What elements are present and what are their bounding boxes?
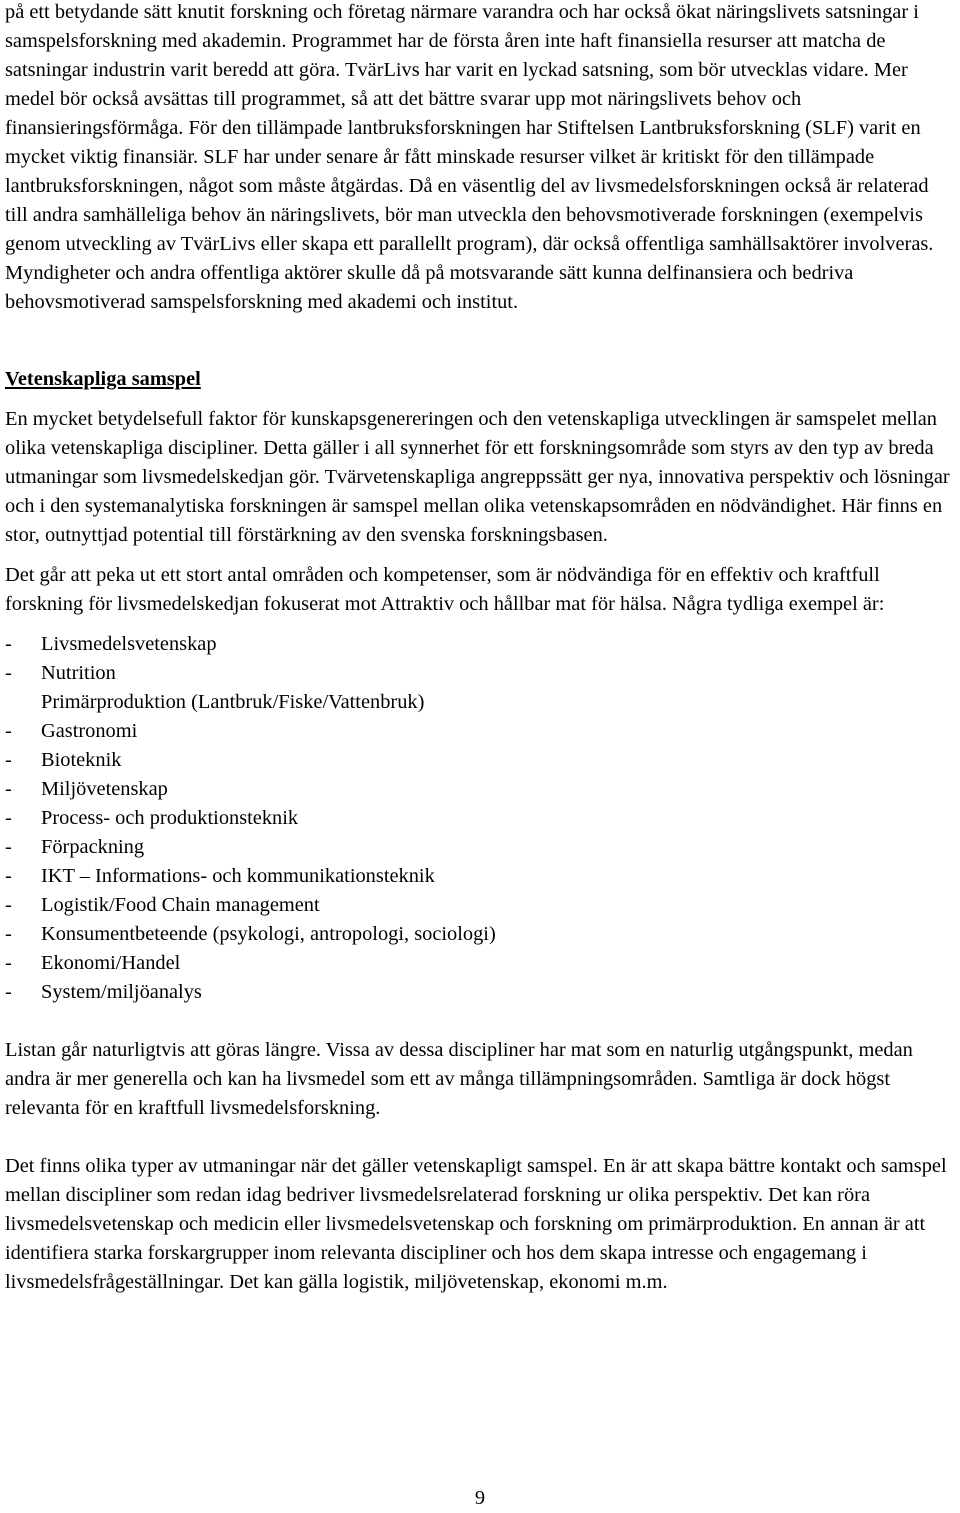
list-item — [5, 862, 955, 891]
spacer — [5, 619, 955, 630]
list-item-text: System/miljöanalys — [41, 981, 202, 1003]
list-item-text: Livsmedelsvetenskap — [41, 633, 217, 655]
discipline-list — [5, 630, 955, 1007]
list-item-text: IKT – Informations- och kommunikationsteknik — [41, 865, 435, 887]
page-number: 9 — [474, 1487, 486, 1509]
spacer — [5, 1123, 955, 1152]
list-item — [5, 949, 955, 978]
body-paragraph-1: En mycket betydelsefull faktor för kunskapsgenereringen och den vetenskapliga utvecklingen är samspelet mellan olika vetenskapliga discipliner. Detta gäller i all synnerhet för ett forskningsområde som styrs av den typ av breda utmaningar som livsmedelskedjan gör. Tvärvetenskapliga angreppssätt ger nya, innovativa perspektiv och lösningar och i den systemanalytiska forskningen är samspel mellan olika vetenskapsområden en nödvändighet. Här finns en stor, outnyttjad potential till förstärkning av den svenska forskningsbasen. — [5, 408, 950, 546]
list-bullet-dash: - — [5, 662, 12, 684]
list-item-text: Process- och produktionsteknik — [41, 807, 299, 829]
list-item — [5, 978, 955, 1007]
list-item-text: Nutrition — [41, 662, 116, 684]
list-item-text: Förpackning — [41, 836, 145, 858]
list-item — [5, 833, 955, 862]
list-item-text: Primärproduktion (Lantbruk/Fiske/Vattenbruk) — [41, 691, 425, 713]
list-bullet-dash: - — [5, 865, 12, 887]
list-item-text: Ekonomi/Handel — [41, 952, 181, 974]
list-bullet-dash: - — [5, 720, 12, 742]
list-item-text: Miljövetenskap — [41, 778, 168, 800]
list-item — [5, 746, 955, 775]
list-item — [5, 891, 955, 920]
list-item — [5, 630, 955, 659]
list-item — [5, 775, 955, 804]
list-item — [5, 804, 955, 833]
list-bullet-dash: - — [5, 894, 12, 916]
list-item-text: Konsumentbeteende (psykologi, antropologi, sociologi) — [41, 923, 496, 945]
list-bullet-dash: - — [5, 749, 12, 771]
spacer — [5, 1007, 955, 1036]
list-item-text: Gastronomi — [41, 720, 138, 742]
spacer — [5, 317, 955, 365]
body-paragraph-2: Det går att peka ut ett stort antal områden och kompetenser, som är nödvändiga för en effektiv och kraftfull forskning för livsmedelskedjan fokuserat mot Attraktiv och hållbar mat för hälsa. Några tydliga exempel är: — [5, 564, 885, 615]
section-heading: Vetenskapliga samspel — [5, 368, 201, 390]
list-bullet-dash: - — [5, 836, 12, 858]
list-item — [5, 659, 955, 688]
list-item-text: Logistik/Food Chain management — [41, 894, 320, 916]
spacer — [5, 394, 955, 405]
list-item — [5, 920, 955, 949]
list-bullet-dash: - — [5, 807, 12, 829]
list-bullet-dash: - — [5, 923, 12, 945]
list-item-text: Bioteknik — [41, 749, 122, 771]
list-bullet-dash: - — [5, 778, 12, 800]
body-paragraph-4: Det finns olika typer av utmaningar när det gäller vetenskapligt samspel. En är att skapa bättre kontakt och samspel mellan discipliner som redan idag bedriver livsmedelsrelaterad forskning ur olika perspektiv. Det kan röra livsmedelsvetenskap och medicin eller livsmedelsvetenskap och forskning om primärproduktion. En annan är att identifiera starka forskargrupper inom relevanta discipliner och hos dem skapa intresse och engagemang i livsmedelsfrågeställningar. Det kan gälla logistik, miljövetenskap, ekonomi m.m. — [5, 1155, 947, 1293]
list-item — [5, 717, 955, 746]
body-paragraph-intro: på ett betydande sätt knutit forskning och företag närmare varandra och har också ökat näringslivets satsningar i samspelsforskning med akademin. Programmet har de första åren inte haft finansiella resurser att matcha de satsningar industrin varit beredd att göra. TvärLivs har varit en lyckad satsning, som bör utvecklas vidare. Mer medel bör också avsättas till programmet, så att det bättre svarar upp mot näringslivets behov och finansieringsförmåga. För den tillämpade lantbruksforskningen har Stiftelsen Lantbruksforskning (SLF) varit en mycket viktig finansiär. SLF har under senare år fått minskade resurser vilket är kritiskt för den tillämpade lantbruksforskningen, något som måste åtgärdas. Då en väsentlig del av livsmedelsforskningen också är relaterad till andra samhälleliga behov än näringslivets, bör man utveckla den behovsmotiverade forskningen (exempelvis genom utveckling av TvärLivs eller skapa ett parallellt program), där också offentliga samhällsaktörer involveras. Myndigheter och andra offentliga aktörer skulle då på motsvarande sätt kunna delfinansiera och bedriva behovsmotiverad samspelsforskning med akademi och institut. — [5, 1, 934, 313]
list-bullet-dash: - — [5, 633, 12, 655]
list-bullet-dash: - — [5, 952, 12, 974]
document-page — [5, 0, 955, 1297]
body-paragraph-3: Listan går naturligtvis att göras längre. Vissa av dessa discipliner har mat som en naturlig utgångspunkt, medan andra är mer generella och kan ha livsmedel som ett av många tillämpningsområden. Samtliga är dock högst relevanta för en kraftfull livsmedelsforskning. — [5, 1039, 913, 1119]
list-bullet-dash: - — [5, 981, 12, 1003]
list-item — [5, 688, 955, 717]
spacer — [5, 550, 955, 561]
